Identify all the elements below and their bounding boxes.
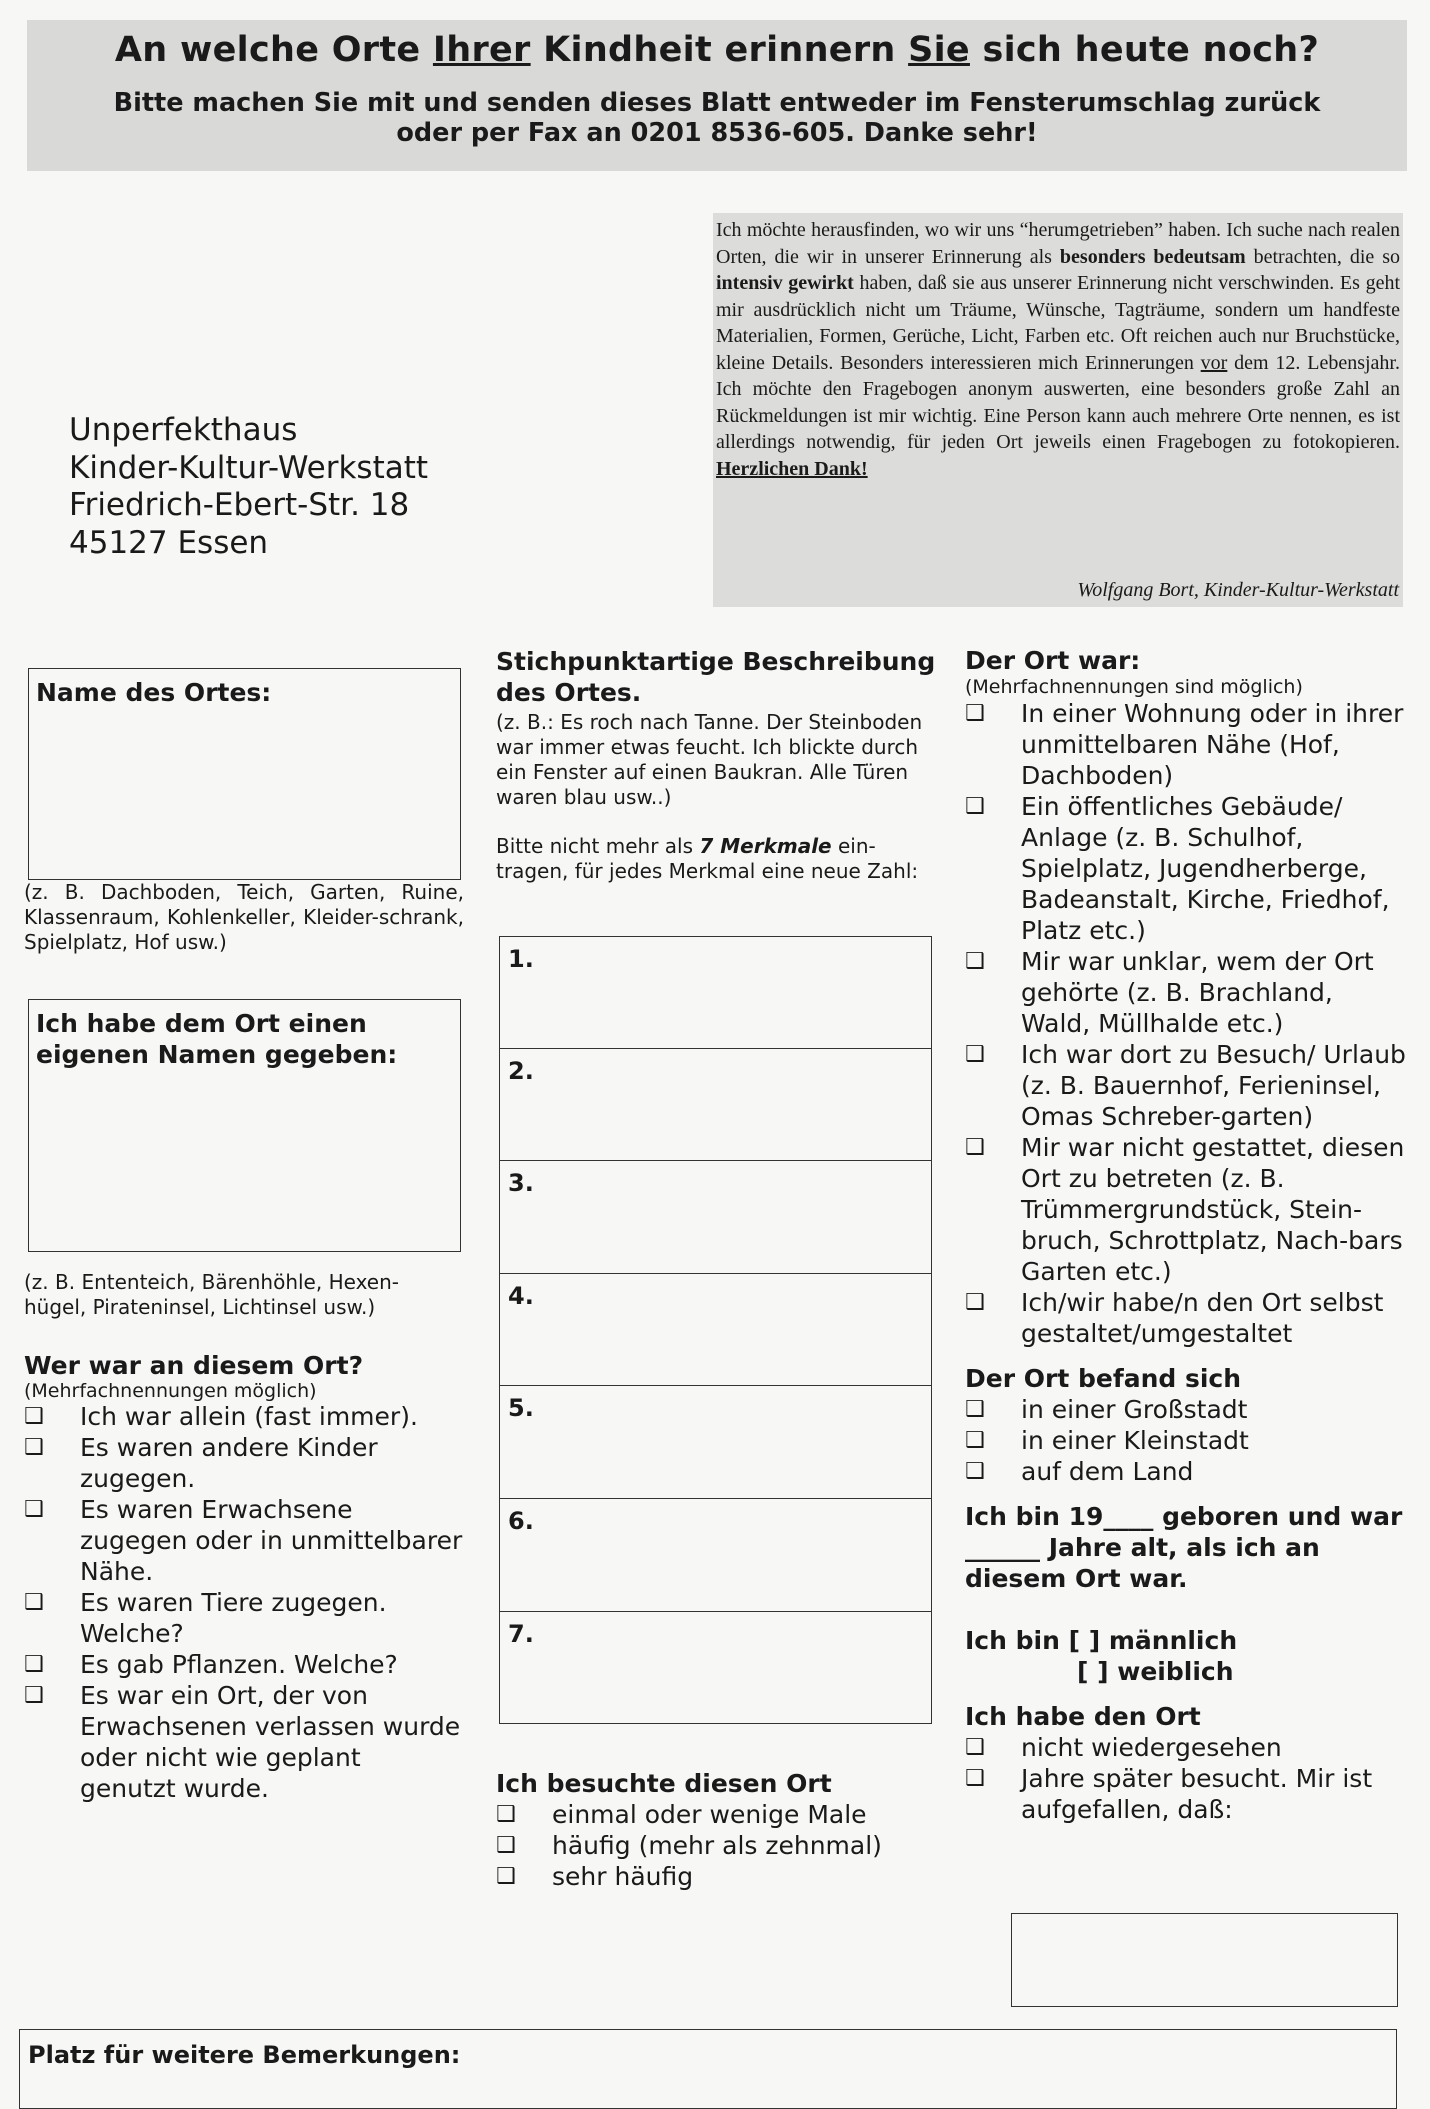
intro-text: haben, daß sie aus unserer Erinnerung nicht verschwinden. Es geht mir ausdrücklich nicht um Träume, Wünsche, Tagträume, sondern um handfeste Materialien, Formen, Gerüche, Licht, Farben etc. Oft reichen auch nur Bruchstücke, kleine Details. Besonders interessieren mich Erinnerungen (716, 272, 1401, 374)
remarks-label: Platz für weitere Bemerkungen: (28, 2041, 461, 2069)
checkbox-icon[interactable]: ❑ (24, 1590, 44, 1615)
section-title: Wer war an diesem Ort? (24, 1351, 364, 1380)
feature-number: 7. (508, 1619, 534, 1648)
checkbox-icon[interactable]: ❑ (965, 949, 985, 974)
own-name-hint: (z. B. Ententeich, Bärenhöhle, Hexen-hügel, Pirateninsel, Lichtinsel usw.) (24, 1270, 399, 1319)
feature-field[interactable] (499, 1274, 932, 1387)
limit-emphasis: 7 Merkmale (699, 834, 832, 858)
feature-number: 6. (508, 1507, 534, 1535)
option-label: Es waren Erwachsene zugegen oder in unmittelbarer Nähe. (80, 1495, 463, 1586)
visit-section (496, 1768, 936, 1892)
limit-text: ein-tragen, für jedes Merkmal eine neue Zahl: (496, 834, 919, 883)
own-name-label: Ich habe dem Ort einen eigenen Namen gegeben: (36, 1009, 398, 1069)
place-name-hint: (z. B. Dachboden, Teich, Garten, Ruine, Klassenraum, Kohlenkeller, Kleider-schrank, Spielplatz, Hof usw.) (24, 880, 464, 954)
intro-bold: intensiv gewirkt (716, 272, 854, 294)
section-title: Stichpunktartige Beschreibung des Ortes. (496, 647, 936, 707)
instruction-line: Bitte machen Sie mit und senden dieses Blatt entweder im Fensterumschlag zurück (113, 88, 1321, 118)
checkbox-icon[interactable]: ❑ (965, 1135, 985, 1160)
checkbox-icon[interactable]: ❑ (496, 1833, 516, 1858)
intro-text: betrachten, die so (1245, 245, 1401, 268)
title-underlined: Ihrer (432, 30, 531, 70)
checkbox-option[interactable] (24, 1432, 464, 1494)
checkbox-option[interactable] (965, 698, 1410, 791)
feature-number: 1. (508, 945, 534, 973)
checkbox-icon[interactable]: ❑ (965, 1397, 985, 1422)
gender-female-option[interactable]: [ ] weiblich (1077, 1657, 1234, 1686)
checkbox-icon[interactable]: ❑ (24, 1683, 44, 1708)
signature: Wolfgang Bort, Kinder-Kultur-Werkstatt (1077, 578, 1399, 601)
gender-male-option[interactable]: Ich bin [ ] männlich (965, 1626, 1238, 1655)
remarks-field[interactable] (19, 2029, 1397, 2109)
checkbox-icon[interactable]: ❑ (965, 1766, 985, 1791)
birth-year-question[interactable]: Ich bin 19____ geboren und war ______ Jahre alt, als ich an diesem Ort war. (965, 1502, 1403, 1593)
checkbox-option[interactable] (965, 1132, 1410, 1287)
checkbox-icon[interactable]: ❑ (965, 1735, 985, 1760)
feature-number: 4. (508, 1281, 534, 1310)
checkbox-icon[interactable]: ❑ (24, 1404, 44, 1429)
thanks: Herzlichen Dank! (716, 457, 868, 480)
checkbox-option[interactable] (24, 1401, 464, 1432)
who-section (24, 1350, 464, 1804)
checkbox-option[interactable] (496, 1830, 936, 1861)
checkbox-option[interactable] (965, 1456, 1410, 1487)
checkbox-option[interactable] (24, 1649, 464, 1680)
address-line: 45127 Essen (69, 524, 269, 561)
feature-field[interactable] (499, 1612, 932, 1725)
checkbox-icon[interactable]: ❑ (965, 794, 985, 819)
option-label: Es war ein Ort, der von Erwachsenen verlassen wurde oder nicht wie geplant genutzt wurde. (80, 1681, 461, 1803)
checkbox-option[interactable] (965, 1732, 1410, 1763)
checkbox-option[interactable] (24, 1587, 464, 1649)
header-banner (27, 20, 1407, 171)
example-text: (z. B.: Es roch nach Tanne. Der Steinboden war immer etwas feucht. Ich blickte durch ein Fenster auf einen Baukran. Alle Türen waren blau usw..) (496, 710, 923, 809)
option-label: Jahre später besucht. Mir ist aufgefallen, daß: (1021, 1764, 1373, 1824)
title-part: Kindheit erinnern (530, 30, 909, 70)
checkbox-option[interactable] (965, 946, 1410, 1039)
own-name-field[interactable] (28, 999, 461, 1252)
feature-number: 2. (508, 1056, 534, 1085)
checkbox-option[interactable] (965, 1039, 1410, 1132)
intro-text: dem 12. Lebensjahr. Ich möchte den Fragebogen anonym auswerten, eine besonders große Zahl an Rückmeldungen ist mir wichtig. Eine Person kann auch mehrere Orte nennen, es ist allerdings notwendig, für jeden Ort jeweils einen Fragebogen zu fotokopieren. (716, 351, 1400, 453)
title-part: An welche Orte (114, 30, 433, 70)
checkbox-option[interactable] (965, 1425, 1410, 1456)
option-label: Es gab Pflanzen. Welche? (80, 1650, 398, 1679)
intro-text-box (713, 213, 1403, 607)
section-title: Der Ort befand sich (965, 1364, 1242, 1393)
feature-number: 5. (508, 1394, 534, 1423)
option-label: in einer Großstadt (1021, 1395, 1248, 1424)
instructions (27, 88, 1407, 148)
option-label: Mir war nicht gestattet, diesen Ort zu betreten (z. B. Trümmergrundstück, Stein-bruch, Schrottplatz, Nach-bars Garten etc.) (1021, 1133, 1405, 1286)
title-underlined: Sie (908, 30, 970, 70)
checkbox-icon[interactable]: ❑ (24, 1497, 44, 1522)
option-label: Ich war allein (fast immer). (80, 1402, 418, 1431)
checkbox-option[interactable] (965, 791, 1410, 946)
option-label: Ich war dort zu Besuch/ Urlaub (z. B. Bauernhof, Ferieninsel, Omas Schreber-garten) (1021, 1040, 1406, 1131)
instruction-line: oder per Fax an 0201 8536-605. Danke sehr! (396, 118, 1038, 148)
option-label: auf dem Land (1021, 1457, 1194, 1486)
option-label: häufig (mehr als zehnmal) (552, 1831, 882, 1860)
checkbox-icon[interactable]: ❑ (496, 1864, 516, 1889)
option-label: Ein öffentliches Gebäude/ Anlage (z. B. Schulhof, Spielplatz, Jugendherberge, Badeanstalt, Kirche, Friedhof, Platz etc.) (1021, 792, 1390, 945)
feature-field[interactable] (499, 1049, 932, 1162)
option-label: Ich/wir habe/n den Ort selbst gestaltet/umgestaltet (1021, 1288, 1384, 1348)
section-title: Ich besuchte diesen Ort (496, 1769, 832, 1798)
feature-number: 3. (508, 1169, 534, 1198)
option-label: Es waren Tiere zugegen. Welche? (80, 1588, 387, 1648)
limit-text: Bitte nicht mehr als (496, 834, 700, 858)
feature-field[interactable] (499, 1386, 932, 1499)
place-type-section (965, 645, 1410, 1825)
checkbox-icon[interactable]: ❑ (965, 701, 985, 726)
page-title (27, 30, 1407, 70)
checkbox-icon[interactable]: ❑ (965, 1290, 985, 1315)
checkbox-icon[interactable]: ❑ (965, 1428, 985, 1453)
option-label: In einer Wohnung oder in ihrer unmittelbaren Nähe (Hof, Dachboden) (1021, 699, 1404, 790)
checkbox-option[interactable] (965, 1394, 1410, 1425)
option-label: einmal oder wenige Male (552, 1800, 867, 1829)
checkbox-icon[interactable]: ❑ (24, 1435, 44, 1460)
noticed-field[interactable] (1011, 1913, 1398, 2007)
intro-underline: vor (1200, 351, 1228, 374)
description-section (496, 646, 936, 884)
section-title: Der Ort war: (965, 646, 1141, 675)
feature-field[interactable] (499, 1499, 932, 1612)
option-label: sehr häufig (552, 1862, 694, 1891)
checkbox-option[interactable] (496, 1861, 936, 1892)
checkbox-option[interactable] (24, 1494, 464, 1587)
checkbox-option[interactable] (965, 1287, 1410, 1349)
option-label: in einer Kleinstadt (1021, 1426, 1249, 1455)
checkbox-option[interactable] (24, 1680, 464, 1804)
checkbox-icon[interactable]: ❑ (24, 1652, 44, 1677)
place-name-field[interactable] (28, 668, 461, 880)
address-block (69, 412, 428, 562)
checkbox-icon[interactable]: ❑ (496, 1802, 516, 1827)
title-part: sich heute noch? (969, 30, 1320, 70)
checkbox-option[interactable] (965, 1763, 1410, 1825)
option-label: nicht wiedergesehen (1021, 1733, 1282, 1762)
intro-text: Ich möchte herausfinden, wo wir uns “herumgetrieben” haben. Ich suche nach realen Orten, die wir in unserer Erinnerung als (716, 219, 1400, 268)
section-note: (Mehrfachnennungen sind möglich) (965, 676, 1303, 698)
checkbox-option[interactable] (496, 1799, 936, 1830)
address-line: Unperfekthaus (69, 412, 298, 448)
section-title: Ich habe den Ort (965, 1702, 1201, 1731)
section-note: (Mehrfachnennungen möglich) (24, 1380, 317, 1402)
option-label: Mir war unklar, wem der Ort gehörte (z. B. Brachland, Wald, Müllhalde etc.) (1021, 947, 1374, 1038)
address-line: Kinder-Kultur-Werkstatt (69, 449, 429, 486)
option-label: Es waren andere Kinder zugegen. (80, 1433, 378, 1493)
address-line: Friedrich-Ebert-Str. 18 (69, 487, 410, 523)
intro-bold: besonders bedeutsam (1059, 245, 1246, 268)
feature-field[interactable] (499, 936, 932, 1049)
checkbox-icon[interactable]: ❑ (965, 1459, 985, 1484)
feature-field[interactable] (499, 1161, 932, 1274)
checkbox-icon[interactable]: ❑ (965, 1042, 985, 1067)
place-name-label: Name des Ortes: (36, 678, 272, 707)
